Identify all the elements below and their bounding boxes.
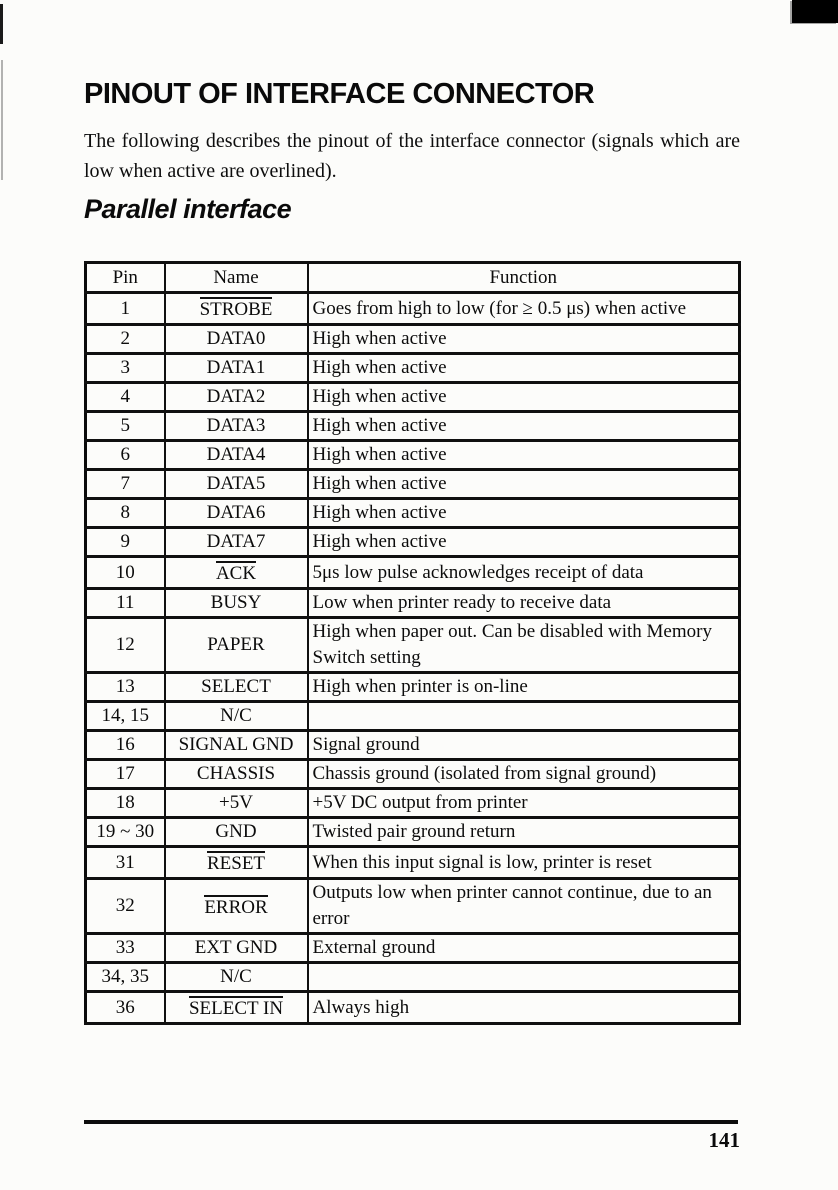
- name-cell: [165, 354, 308, 383]
- pin-cell: 31: [86, 847, 165, 879]
- signal-name: STROBE: [199, 299, 273, 320]
- pin-cell: 33: [86, 934, 165, 963]
- function-cell: Low when printer ready to receive data: [308, 589, 740, 618]
- name-cell: [165, 618, 308, 673]
- function-cell: Twisted pair ground return: [308, 818, 740, 847]
- name-cell: [165, 934, 308, 963]
- pin-cell: 14, 15: [86, 702, 165, 731]
- function-cell: Chassis ground (isolated from signal ground): [308, 760, 740, 789]
- table-row: [86, 293, 740, 325]
- function-cell: High when active: [308, 354, 740, 383]
- signal-name: BUSY: [210, 592, 262, 613]
- signal-name: DATA6: [206, 502, 266, 523]
- table-row: [86, 934, 740, 963]
- function-cell: High when active: [308, 499, 740, 528]
- table-row: [86, 589, 740, 618]
- function-cell: [308, 963, 740, 992]
- table-row: [86, 325, 740, 354]
- pin-cell: 1: [86, 293, 165, 325]
- name-cell: [165, 789, 308, 818]
- pin-cell: 10: [86, 557, 165, 589]
- pinout-table-header: [86, 263, 740, 293]
- pin-cell: 32: [86, 879, 165, 934]
- table-row: [86, 412, 740, 441]
- signal-name: DATA0: [206, 328, 266, 349]
- table-row: [86, 618, 740, 673]
- name-cell: [165, 383, 308, 412]
- table-row: [86, 879, 740, 934]
- table-row: [86, 470, 740, 499]
- function-cell: 5μs low pulse acknowledges receipt of data: [308, 557, 740, 589]
- table-row: [86, 731, 740, 760]
- header-row: [86, 263, 740, 293]
- pin-cell: 16: [86, 731, 165, 760]
- function-cell: When this input signal is low, printer is reset: [308, 847, 740, 879]
- scan-edge-artifact-faint: [1, 60, 3, 180]
- function-cell: Outputs low when printer cannot continue, due to an error: [308, 879, 740, 934]
- name-cell: [165, 470, 308, 499]
- pin-cell: 2: [86, 325, 165, 354]
- column-header-function: Function: [308, 263, 740, 293]
- pin-cell: 7: [86, 470, 165, 499]
- signal-name: RESET: [206, 853, 266, 874]
- function-cell: External ground: [308, 934, 740, 963]
- pin-cell: 12: [86, 618, 165, 673]
- signal-name: N/C: [220, 705, 252, 726]
- signal-name: DATA3: [206, 415, 266, 436]
- signal-name: CHASSIS: [196, 763, 276, 784]
- function-cell: Goes from high to low (for ≥ 0.5 μs) when active: [308, 293, 740, 325]
- name-cell: [165, 293, 308, 325]
- name-cell: [165, 325, 308, 354]
- footer-rule: [84, 1120, 738, 1124]
- pin-cell: 3: [86, 354, 165, 383]
- pin-cell: 18: [86, 789, 165, 818]
- name-cell: [165, 963, 308, 992]
- signal-name: DATA4: [206, 444, 266, 465]
- pin-cell: 5: [86, 412, 165, 441]
- name-cell: [165, 992, 308, 1024]
- page-title: PINOUT OF INTERFACE CONNECTOR: [84, 78, 595, 110]
- pin-cell: 9: [86, 528, 165, 557]
- table-row: [86, 963, 740, 992]
- function-cell: High when active: [308, 325, 740, 354]
- name-cell: [165, 818, 308, 847]
- name-cell: [165, 702, 308, 731]
- pin-cell: 4: [86, 383, 165, 412]
- intro-paragraph: The following describes the pinout of the interface connector (signals which are low when active are overlined).: [84, 130, 740, 182]
- signal-name: SELECT: [201, 676, 271, 697]
- name-cell: [165, 673, 308, 702]
- name-cell: [165, 847, 308, 879]
- table-row: [86, 818, 740, 847]
- pin-cell: 17: [86, 760, 165, 789]
- table-row: [86, 992, 740, 1024]
- table-row: [86, 441, 740, 470]
- signal-name: +5V: [219, 792, 253, 813]
- table-row: [86, 528, 740, 557]
- table-row: [86, 847, 740, 879]
- table-row: [86, 789, 740, 818]
- signal-name: SELECT IN: [188, 998, 284, 1019]
- function-cell: [308, 702, 740, 731]
- function-cell: High when active: [308, 528, 740, 557]
- table-row: [86, 760, 740, 789]
- table-row: [86, 557, 740, 589]
- signal-name: PAPER: [207, 634, 265, 655]
- function-cell: Signal ground: [308, 731, 740, 760]
- signal-name: EXT GND: [194, 937, 278, 958]
- table-row: [86, 702, 740, 731]
- name-cell: [165, 589, 308, 618]
- signal-name: DATA5: [206, 473, 266, 494]
- section-title: Parallel interface: [84, 194, 292, 224]
- pin-cell: 13: [86, 673, 165, 702]
- pin-cell: 19 ~ 30: [86, 818, 165, 847]
- pin-cell: 8: [86, 499, 165, 528]
- name-cell: [165, 499, 308, 528]
- function-cell: High when printer is on-line: [308, 673, 740, 702]
- function-cell: High when active: [308, 441, 740, 470]
- table-row: [86, 354, 740, 383]
- function-cell: High when active: [308, 383, 740, 412]
- signal-name: DATA1: [206, 357, 266, 378]
- function-cell: Always high: [308, 992, 740, 1024]
- pin-cell: 6: [86, 441, 165, 470]
- signal-name: GND: [215, 821, 257, 842]
- signal-name: ERROR: [204, 896, 268, 918]
- signal-name: N/C: [220, 966, 252, 987]
- pinout-table: [84, 261, 741, 1025]
- function-cell: High when active: [308, 412, 740, 441]
- scan-edge-artifact: [0, 4, 3, 44]
- signal-name: ACK: [215, 563, 257, 584]
- signal-name: SIGNAL GND: [178, 734, 294, 755]
- pin-cell: 34, 35: [86, 963, 165, 992]
- column-header-name: Name: [165, 263, 308, 293]
- table-row: [86, 383, 740, 412]
- column-header-pin: Pin: [86, 263, 165, 293]
- name-cell: [165, 557, 308, 589]
- name-cell: [165, 760, 308, 789]
- pin-cell: 11: [86, 589, 165, 618]
- table-row: [86, 499, 740, 528]
- name-cell: [165, 731, 308, 760]
- function-cell: High when active: [308, 470, 740, 499]
- name-cell: [165, 441, 308, 470]
- function-cell: High when paper out. Can be disabled with Memory Switch setting: [308, 618, 740, 673]
- name-cell: [165, 879, 308, 934]
- signal-name: DATA7: [206, 531, 266, 552]
- table-row: [86, 673, 740, 702]
- name-cell: [165, 412, 308, 441]
- function-cell: +5V DC output from printer: [308, 789, 740, 818]
- pinout-table-body: [86, 293, 740, 1024]
- signal-name: DATA2: [206, 386, 266, 407]
- page-number: 141: [708, 1128, 740, 1152]
- name-cell: [165, 528, 308, 557]
- scan-corner-artifact: [792, 0, 838, 23]
- pin-cell: 36: [86, 992, 165, 1024]
